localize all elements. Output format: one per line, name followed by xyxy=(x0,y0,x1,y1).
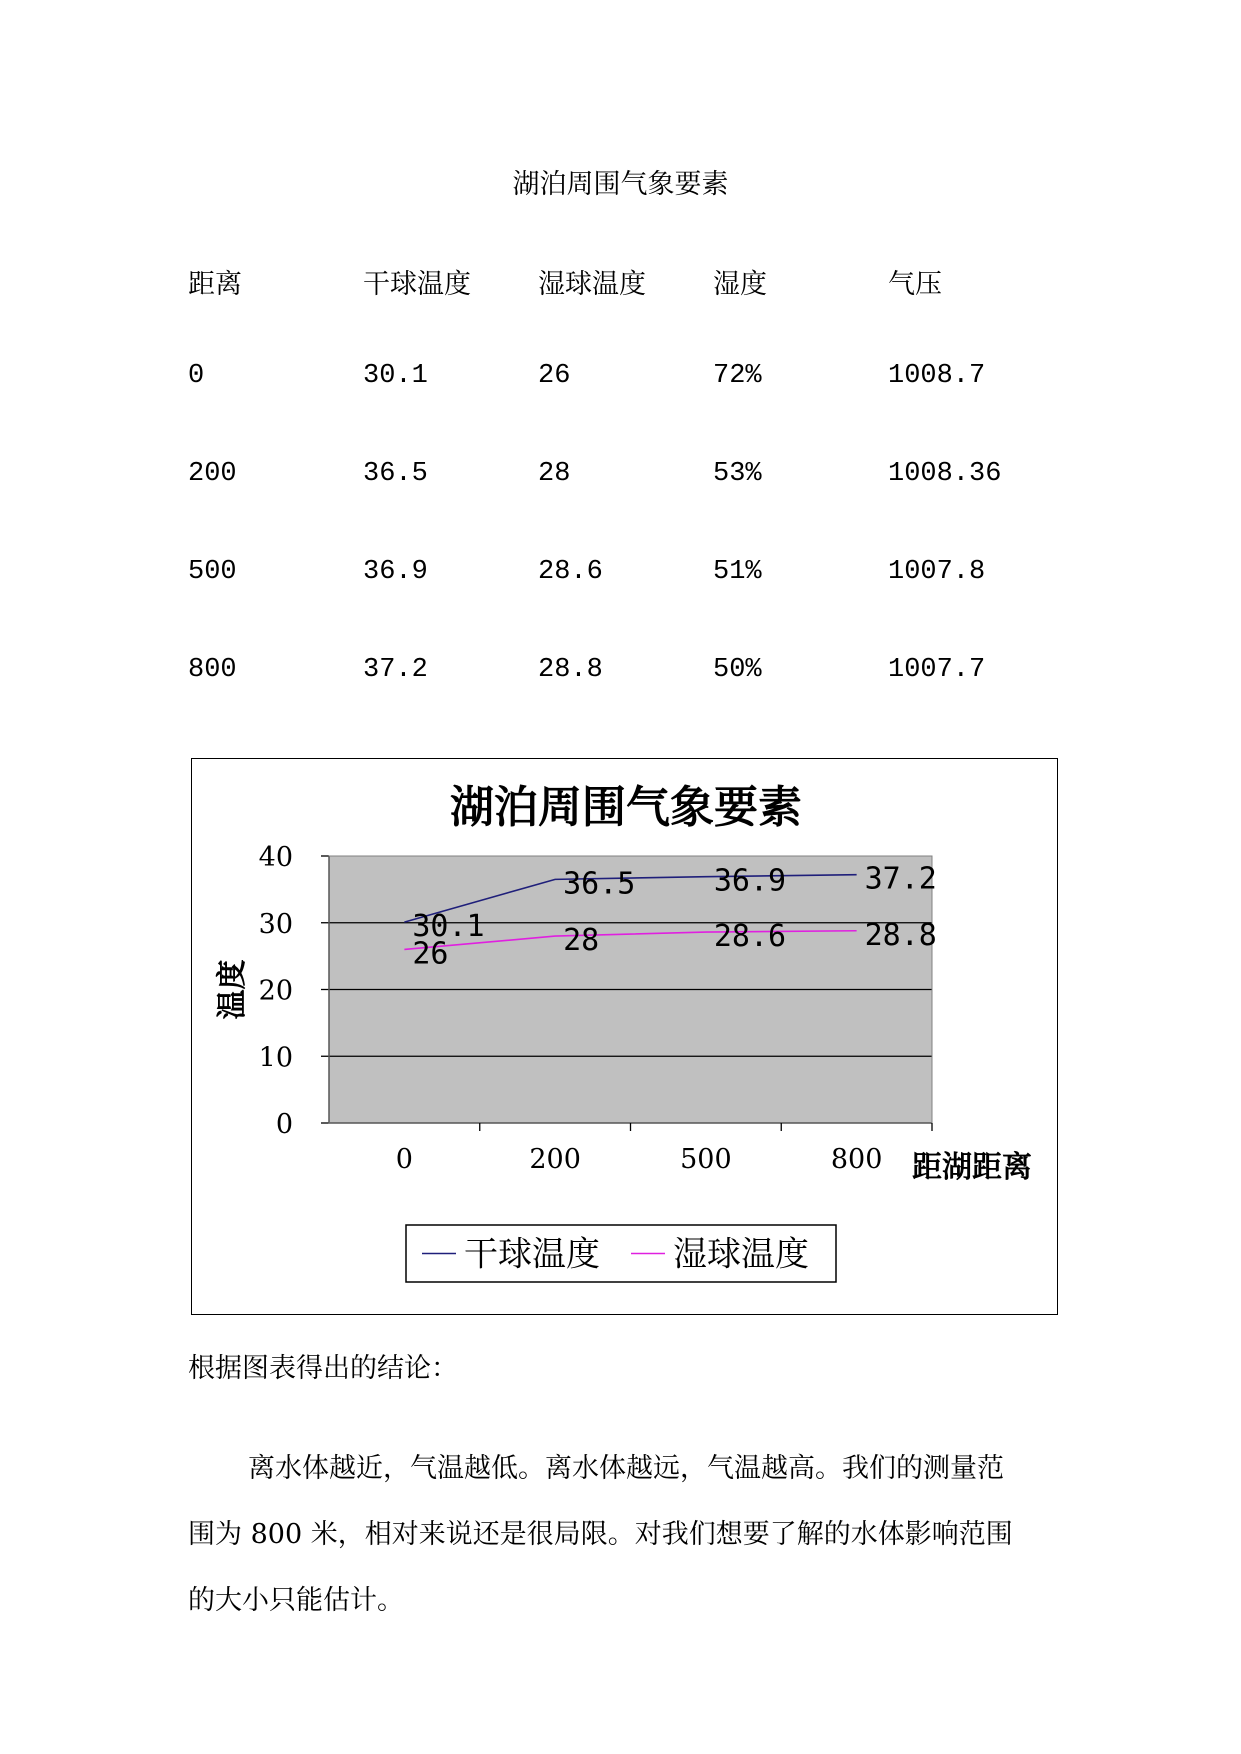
header-wet-bulb: 湿球温度 xyxy=(538,269,646,300)
data-label: 28.8 xyxy=(864,917,937,953)
data-label: 28.6 xyxy=(713,919,787,955)
cell-humidity: 72% xyxy=(713,361,762,391)
data-label: 30.1 xyxy=(412,909,485,945)
y-tick-label: 40 xyxy=(258,842,293,873)
cell-humidity: 53% xyxy=(713,459,762,489)
x-tick-label: 800 xyxy=(830,1144,883,1175)
table-row xyxy=(0,655,1241,695)
cell-distance: 0 xyxy=(188,361,205,391)
cell-humidity: 51% xyxy=(713,557,762,587)
x-tick-label: 200 xyxy=(529,1144,581,1175)
cell-distance: 800 xyxy=(188,655,237,685)
data-label: 28 xyxy=(563,923,600,959)
cell-dry-bulb: 30.1 xyxy=(363,361,428,391)
cell-wet-bulb: 28.8 xyxy=(538,655,603,685)
table-row xyxy=(0,361,1241,401)
data-label: 26 xyxy=(412,936,449,972)
cell-distance: 200 xyxy=(188,459,237,489)
y-tick-label: 20 xyxy=(258,975,293,1007)
conclusion-heading: 根据图表得出的结论： xyxy=(188,1353,458,1384)
cell-distance: 500 xyxy=(188,557,237,587)
y-axis-title: 温度 xyxy=(215,959,250,1020)
table-header-row xyxy=(0,262,1241,302)
cell-wet-bulb: 28 xyxy=(538,459,571,489)
cell-pressure: 1007.8 xyxy=(888,557,986,587)
cell-pressure: 1007.7 xyxy=(888,655,986,685)
x-axis-title: 距湖距离 xyxy=(912,1150,1032,1185)
y-tick-label: 10 xyxy=(258,1042,293,1074)
document-title: 湖泊周围气象要素 xyxy=(512,169,729,200)
cell-dry-bulb: 37.2 xyxy=(363,655,428,685)
chart-title: 湖泊周围气象要素 xyxy=(450,782,802,833)
data-label: 37.2 xyxy=(864,861,937,897)
cell-pressure: 1008.7 xyxy=(888,361,986,391)
y-tick-label: 0 xyxy=(275,1109,293,1140)
cell-humidity: 50% xyxy=(713,655,762,685)
cell-dry-bulb: 36.9 xyxy=(363,557,428,587)
cell-wet-bulb: 28.6 xyxy=(538,557,603,587)
conclusion-line: 围为 800 米，相对来说还是很局限。对我们想要了解的水体影响范围 xyxy=(188,1519,1013,1550)
chart-container xyxy=(191,758,1058,1315)
cell-dry-bulb: 36.5 xyxy=(363,459,428,489)
conclusion-line: 离水体越近，气温越低。离水体越远，气温越高。我们的测量范 xyxy=(248,1453,1004,1484)
table-row xyxy=(0,459,1241,499)
cell-wet-bulb: 26 xyxy=(538,361,571,391)
legend-label: 湿球温度 xyxy=(673,1234,809,1275)
header-dry-bulb: 干球温度 xyxy=(363,269,471,300)
x-tick-label: 500 xyxy=(680,1144,732,1175)
data-label: 36.5 xyxy=(563,866,636,902)
legend-label: 干球温度 xyxy=(464,1234,600,1275)
line-chart xyxy=(192,759,1059,1316)
data-label: 36.9 xyxy=(713,863,787,899)
header-distance: 距离 xyxy=(188,269,242,300)
y-tick-label: 30 xyxy=(258,908,293,940)
header-pressure: 气压 xyxy=(888,269,942,300)
conclusion-line: 的大小只能估计。 xyxy=(188,1585,404,1616)
header-humidity: 湿度 xyxy=(713,269,767,300)
table-row xyxy=(0,557,1241,597)
x-tick-label: 0 xyxy=(395,1144,413,1175)
cell-pressure: 1008.36 xyxy=(888,459,1002,489)
